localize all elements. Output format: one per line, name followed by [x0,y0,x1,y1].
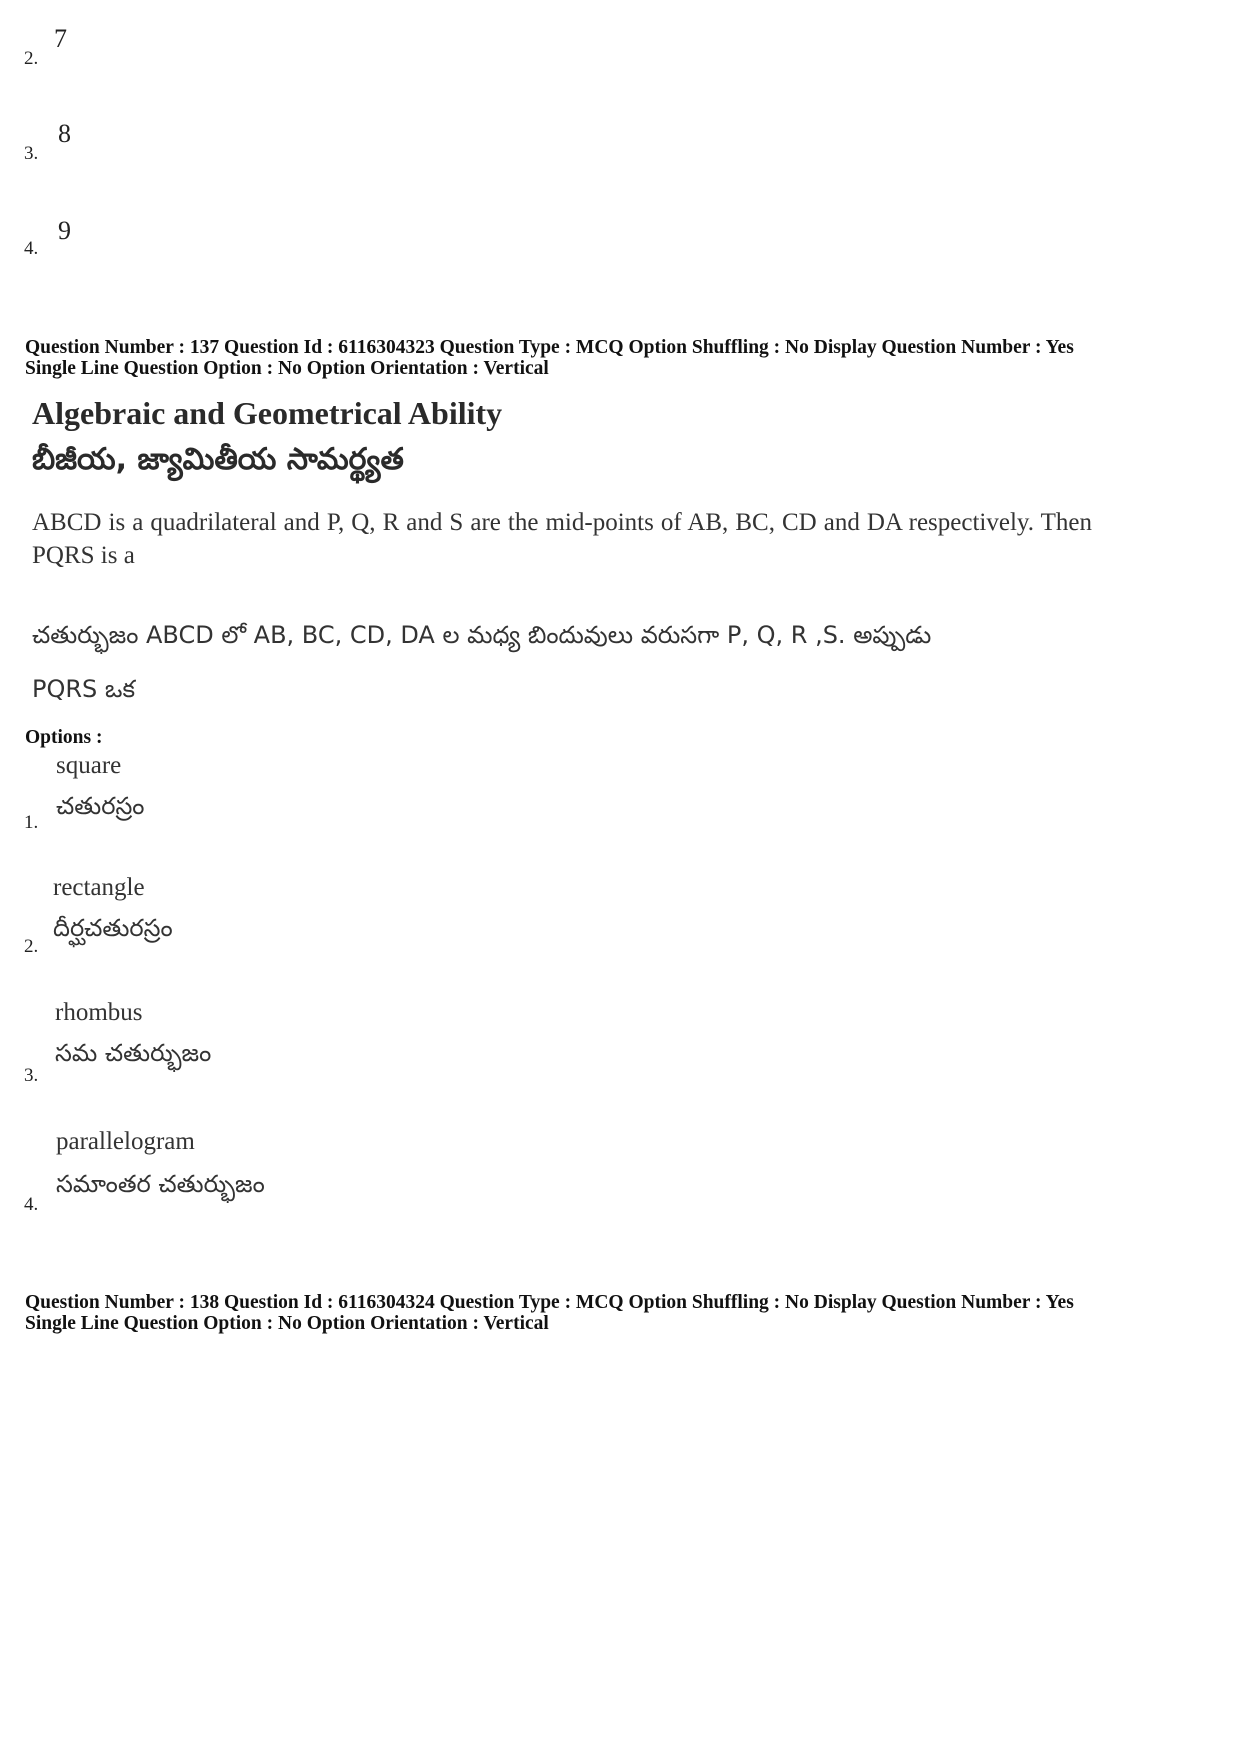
option-number: 4. [24,238,39,259]
option-text-english: square [56,752,122,779]
option-text-english: parallelogram [56,1128,195,1155]
option-text-english: rectangle [53,874,145,901]
option-number: 1. [24,812,39,833]
question-text-english: ABCD is a quadrilateral and P, Q, R and S are the mid-points of AB, BC, CD and DA respectively. Then PQRS is a [32,509,1092,569]
option-text-telugu: చతురస్రం [56,792,145,820]
option-text-telugu: సమాంతర చతుర్భుజం [56,1170,265,1198]
option-number: 2. [24,936,39,957]
option-text-telugu: సమ చతుర్భుజం [55,1039,212,1067]
option-value: 8 [58,119,71,148]
question-meta-line-2: Single Line Question Option : No Option Orientation : Vertical [25,1313,549,1334]
options-label: Options : [25,727,103,748]
option-number: 3. [24,1065,39,1086]
subject-title-english: Algebraic and Geometrical Ability [32,395,503,431]
option-value: 7 [54,24,67,53]
option-number: 4. [24,1194,39,1215]
question-text-telugu-line-2: PQRS ఒక [32,675,135,703]
question-meta-line-1: Question Number : 137 Question Id : 6116304323 Question Type : MCQ Option Shuffling : No Display Question Number : Yes [25,337,1074,358]
option-value: 9 [58,216,71,245]
option-text-english: rhombus [55,999,143,1026]
option-text-telugu: దీర్ఘచతురస్రం [53,914,173,942]
option-number: 3. [24,143,39,164]
question-meta-line-1: Question Number : 138 Question Id : 6116304324 Question Type : MCQ Option Shuffling : No Display Question Number : Yes [25,1292,1074,1313]
question-text-telugu [32,608,1092,716]
option-number: 2. [24,48,39,69]
question-meta-line-2: Single Line Question Option : No Option Orientation : Vertical [25,358,549,379]
question-meta [25,1292,1074,1334]
question-text-telugu-line-1: చతుర్భుజం ABCD లో AB, BC, CD, DA ల మధ్య బిందువులు వరుసగా P, Q, R ,S. అప్పుడు [32,621,932,649]
subject-title-telugu: బీజీయ, జ్యామితీయ సామర్థ్యత [32,442,404,477]
question-meta [25,337,1074,379]
